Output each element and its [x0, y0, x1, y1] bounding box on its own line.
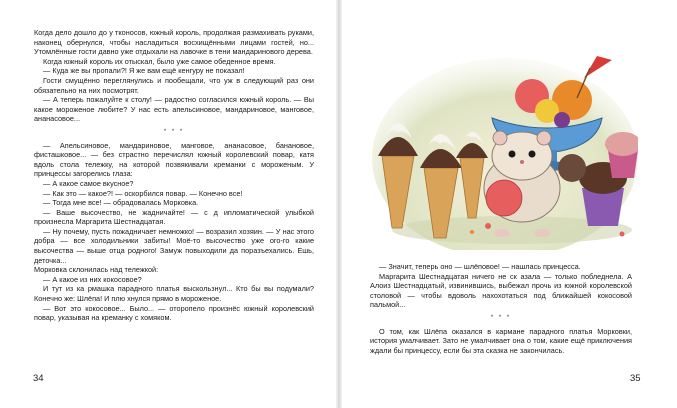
section-separator: * * *: [490, 314, 512, 321]
strawberry-ball: [486, 180, 522, 216]
page-number-left: 34: [33, 373, 44, 384]
paragraph: — А какое самое вкусное?: [43, 178, 134, 188]
paragraph: — Ну почему, пусть пожадничает немножко! — возразил хозяин. — У нас этого добра — все холодильники забиты! Моё-то высочество уже ого-го какие высочества — выше отца родного! Замуж повыходили да поразъехались. Ешь, деточка...: [34, 226, 314, 265]
book-gutter: [336, 0, 342, 408]
ice-cream-hamster-illustration: [372, 38, 638, 250]
paragraph: — А теперь пожалуйте к столу! — радостно согласился южный король. — Вы какое мороженое любите? У нас есть апельсиновое, мандариновое, манговое, ананасовое...: [34, 95, 314, 124]
right-page-text: [370, 262, 632, 355]
paragraph: И тут из ка рмашка парадного платья выскользнул... Кто бы вы подумали? Конечно же: Шлёпа! И плю хнулся прямо в мороженое.: [34, 284, 314, 304]
paragraph: — Ваше высочество, не жадничайте! — с д ипломатической улыбкой произнесла Маргарита Шестнадцатая.: [34, 207, 314, 227]
paragraph: О том, как Шлёпа оказался в кармане парадного платья Морковки, история умалчивает. Зато не умалчивает она о том, какие ещё приключения ждали бы принцессу, если бы эта сказка не закончилась.: [370, 326, 632, 355]
paragraph: Маргарита Шестнадцатая ничего не ск азала — только побледнела. А Алоиз Шестнадцатый, извинившись, выбежал прочь из южной королевской столовой — чтобы вдоволь нахохотаться под ближайшей кокосовой пальмой...: [370, 271, 632, 310]
paragraph: — А какое из них кокосовое?: [43, 274, 142, 284]
paragraph: Гости смущённо переглянулись и пообещали, что уж в следующий раз они обязательно на них посмотрят.: [34, 75, 314, 95]
paragraph: — Тогда мне все! — обрадовалась Морковка.: [43, 198, 199, 208]
paragraph: — Куда же вы пропали?! Я же вам ещё кенгуру не показал!: [43, 66, 245, 76]
paragraph: Когда южный король их отыскал, было уже самое обеденное время.: [43, 56, 276, 66]
paragraph: — Как это — какое?! — оскорбился повар. — Конечно все!: [43, 188, 243, 198]
paper-umbrella: [584, 56, 612, 78]
paragraph: — Значит, теперь оно — шлёповое! — нашлась принцесса.: [379, 262, 581, 271]
paragraph: Когда дело дошло до у тконосов, южный король, продолжая размахивать руками, наконец обернулся, чтобы насладиться восхищёнными лицами гостей, но... Утомлённые гости давно уже отдыхали на лавочке в тени мандаринового дерева.: [34, 28, 314, 57]
paragraph: — Вот это кокосовое... Было... — оторопело произнёс южный королевский повар, указывая на креманку с хомяком.: [34, 303, 314, 323]
page-number-right: 35: [630, 373, 641, 384]
left-page-text: [34, 28, 314, 323]
section-separator: * * *: [163, 128, 185, 135]
paragraph: — Апельсиновое, мандариновое, манговое, ананасовое, банановое, фисташковое... — без страстно перечислял южный королевский повар, катя вдоль стола тележку, на которой позвякивали креманки с мороженым. У принцессы загорелись глаза:: [34, 140, 314, 179]
paragraph: Морковка склонилась над тележкой:: [34, 265, 159, 275]
